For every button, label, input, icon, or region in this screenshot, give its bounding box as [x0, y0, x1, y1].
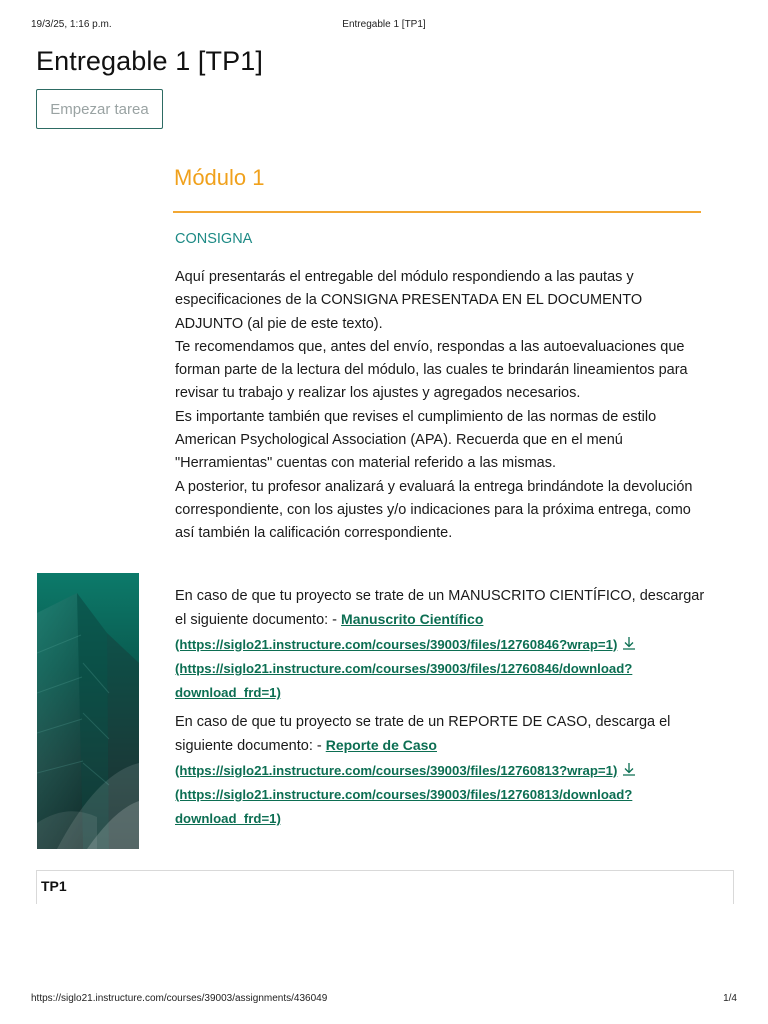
instructions-text: [175, 266, 705, 546]
instruction-paragraph: Aquí presentarás el entregable del módulo respondiendo a las pautas y especificaciones de la CONSIGNA PRESENTADA EN EL DOCUMENTO ADJUNTO (al pie de este texto).: [175, 269, 643, 332]
print-footer: [31, 993, 737, 1007]
document-intro-text: En caso de que tu proyecto se trate de un REPORTE DE CASO, descarga el siguiente documento: -: [175, 714, 671, 755]
manuscrito-link[interactable]: Manuscrito Científico: [341, 611, 484, 628]
module-divider: [173, 211, 701, 213]
instruction-paragraph: Te recomendamos que, antes del envío, respondas a las autoevaluaciones que forman parte de la lectura del módulo, las cuales te brindarán lineamientos para revisar tu trabajo y realizar los ajustes y agregados necesarios.: [175, 338, 688, 402]
print-url: https://siglo21.instructure.com/courses/39003/assignments/436049: [31, 993, 328, 1004]
module-title: Módulo 1: [174, 165, 265, 190]
print-date: 19/3/25, 1:16 p.m.: [31, 19, 112, 30]
download-icon[interactable]: [621, 635, 637, 649]
reporte-link[interactable]: Reporte de Caso: [325, 737, 437, 754]
decorative-building-image: [37, 573, 139, 849]
instruction-paragraph: Es importante también que revises el cumplimiento de las normas de estilo American Psychological Association (APA). Recuerda que en el menú "Herramientas" cuentas con material referido a las mismas.: [175, 408, 657, 472]
instruction-paragraph: A posterior, tu profesor analizará y evaluará la entrega brindándote la devolución correspondiente, con los ajustes y/o indicaciones para la próxima entrega, como así también la calificación correspondiente.: [175, 478, 693, 542]
page-title: Entregable 1 [TP1]: [36, 46, 263, 76]
download-icon[interactable]: [621, 761, 637, 775]
start-task-button[interactable]: Empezar tarea: [36, 89, 163, 129]
document-intro-text: En caso de que tu proyecto se trate de un MANUSCRITO CIENTÍFICO, descargar el siguiente documento: -: [175, 588, 705, 629]
tp1-box: [36, 870, 734, 904]
document-block-reporte: [175, 711, 705, 831]
reporte-download-url[interactable]: (https://siglo21.instructure.com/courses/39003/files/12760813/download?download_frd=1): [175, 786, 633, 827]
print-doc-title: Entregable 1 [TP1]: [342, 19, 426, 30]
page-number: 1/4: [723, 993, 737, 1004]
print-header: [31, 19, 737, 33]
section-label-consigna: CONSIGNA: [175, 231, 253, 247]
manuscrito-download-url[interactable]: (https://siglo21.instructure.com/courses/39003/files/12760846/download?download_frd=1): [175, 660, 633, 701]
reporte-view-url[interactable]: (https://siglo21.instructure.com/courses/39003/files/12760813?wrap=1): [175, 762, 618, 778]
manuscrito-view-url[interactable]: (https://siglo21.instructure.com/courses/39003/files/12760846?wrap=1): [175, 636, 618, 652]
tp1-title: TP1: [41, 878, 67, 894]
document-block-manuscrito: [175, 585, 705, 705]
